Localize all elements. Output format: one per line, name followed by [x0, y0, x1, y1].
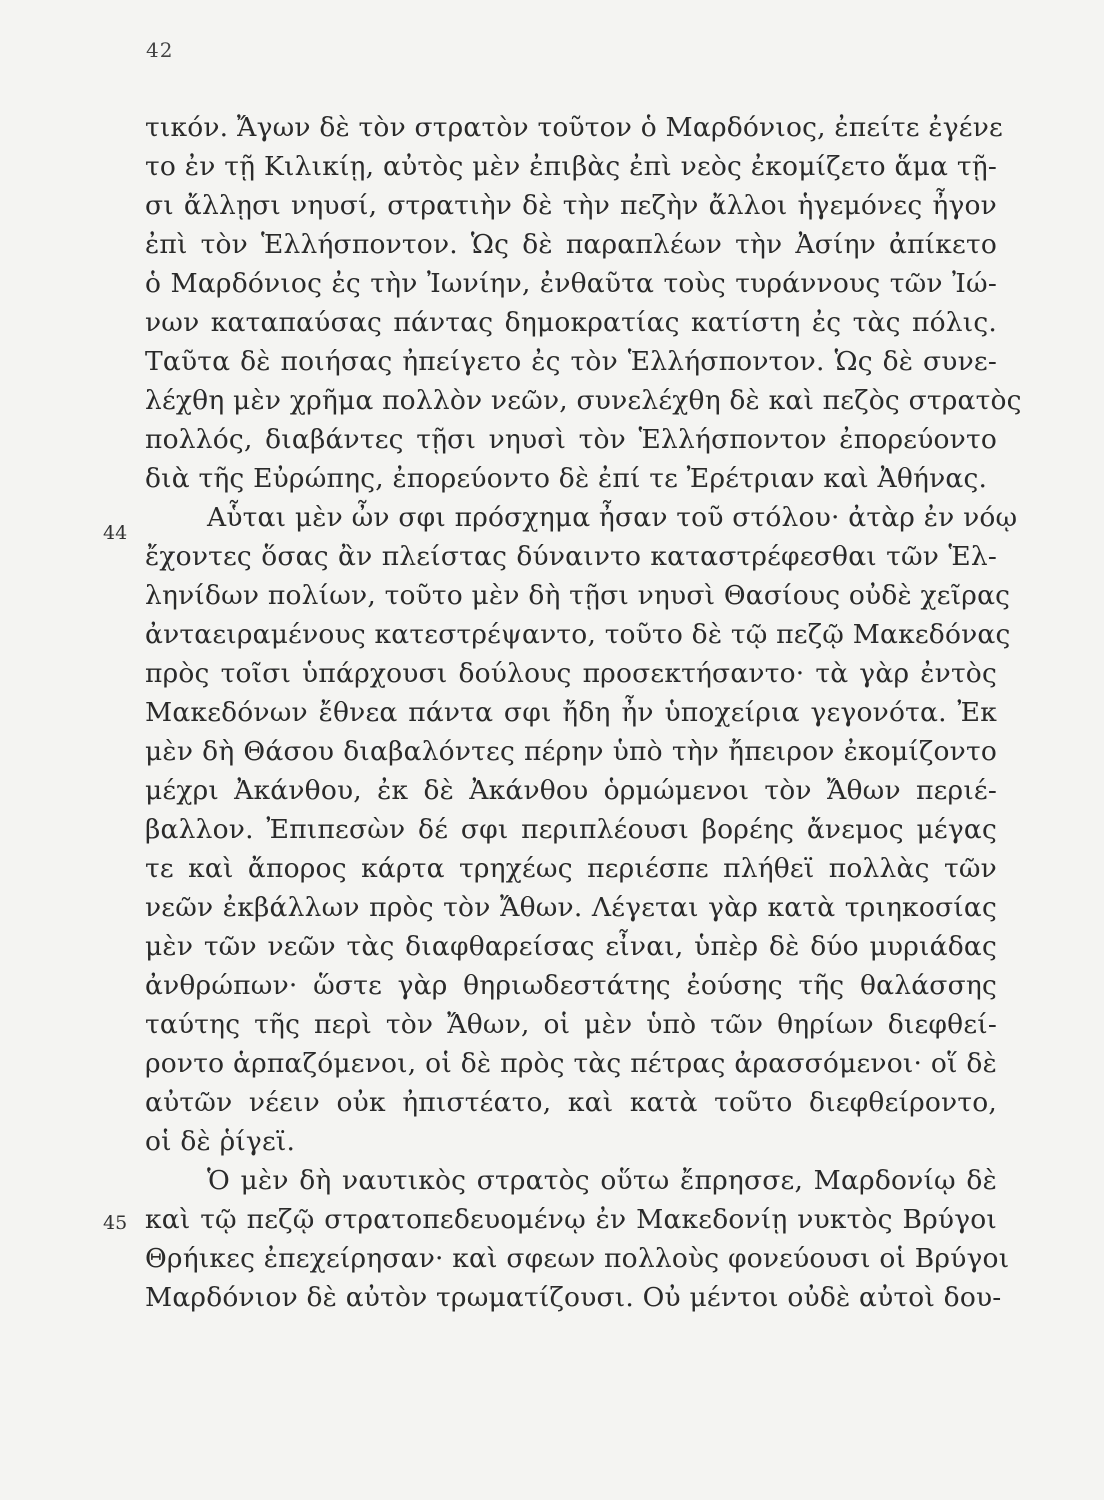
text-line: ὁ Μαρδόνιος ἐς τὴν Ἰωνίην, ἐνθαῦτα τοὺς τυράννους τῶν Ἰώ- — [145, 268, 997, 299]
text-line: σι ἄλλῃσι νηυσί, στρατιὴν δὲ τὴν πεζὴν ἄλλοι ἡγεμόνες ἦγον — [145, 190, 997, 221]
text-line: διὰ τῆς Εὐρώπης, ἐπορεύοντο δὲ ἐπί τε Ἐρέτριαν καὶ Ἀθήνας. — [145, 463, 988, 494]
text-line: λέχθη μὲν χρῆμα πολλὸν νεῶν, συνελέχθη δὲ καὶ πεζὸς στρατὸς — [145, 385, 1022, 416]
text-line: Θρήικες ἐπεχείρησαν· καὶ σφεων πολλοὺς φονεύουσι οἱ Βρύγοι — [145, 1243, 1010, 1274]
text-line: νεῶν ἐκβάλλων πρὸς τὸν Ἄθων. Λέγεται γὰρ κατὰ τριηκοσίας — [145, 892, 997, 923]
text-line: Μαρδόνιον δὲ αὐτὸν τρωματίζουσι. Οὐ μέντοι οὐδὲ αὐτοὶ δου- — [145, 1282, 1002, 1313]
text-line: ἔχοντες ὅσας ἂν πλείστας δύναιντο καταστρέφεσθαι τῶν Ἑλ- — [145, 541, 997, 572]
body-text — [145, 108, 1022, 1317]
section-number-44: 44 — [103, 522, 128, 544]
text-line: πολλός, διαβάντες τῇσι νηυσὶ τὸν Ἑλλήσποντον ἐπορεύοντο — [145, 424, 997, 455]
text-line: Ταῦτα δὲ ποιήσας ἠπείγετο ἐς τὸν Ἑλλήσποντον. Ὡς δὲ συνε- — [145, 346, 997, 377]
text-line: καὶ τῷ πεζῷ στρατοπεδευομένῳ ἐν Μακεδονίῃ νυκτὸς Βρύγοι — [145, 1204, 997, 1235]
text-line: ἐπὶ τὸν Ἑλλήσποντον. Ὡς δὲ παραπλέων τὴν Ἀσίην ἀπίκετο — [145, 229, 997, 260]
text-line: ληνίδων πολίων, τοῦτο μὲν δὴ τῇσι νηυσὶ Θασίους οὐδὲ χεῖρας — [145, 580, 1011, 611]
text-line: ἀνθρώπων· ὥστε γὰρ θηριωδεστάτης ἐούσης τῆς θαλάσσης — [145, 970, 997, 1001]
paragraph-start-line: Αὗται μὲν ὦν σφι πρόσχημα ἦσαν τοῦ στόλου· ἀτὰρ ἐν νόῳ — [207, 502, 1018, 533]
text-line: τικόν. Ἄγων δὲ τὸν στρατὸν τοῦτον ὁ Μαρδόνιος, ἐπείτε ἐγένε — [145, 112, 1003, 143]
text-line: μέχρι Ἀκάνθου, ἐκ δὲ Ἀκάνθου ὁρμώμενοι τὸν Ἄθων περιέ- — [145, 775, 997, 806]
text-line: τε καὶ ἄπορος κάρτα τρηχέως περιέσπε πλήθεϊ πολλὰς τῶν — [145, 853, 997, 884]
page-number: 42 — [146, 38, 174, 62]
section-number-45: 45 — [103, 1212, 128, 1234]
text-line: βαλλον. Ἐπιπεσὼν δέ σφι περιπλέουσι βορέης ἄνεμος μέγας — [145, 814, 997, 845]
text-line: ἀνταειραμένους κατεστρέψαντο, τοῦτο δὲ τῷ πεζῷ Μακεδόνας — [145, 619, 1011, 650]
text-line: ροντο ἁρπαζόμενοι, οἱ δὲ πρὸς τὰς πέτρας ἀρασσόμενοι· οἵ δὲ — [145, 1048, 997, 1079]
paragraph-start-line: Ὁ μὲν δὴ ναυτικὸς στρατὸς οὕτω ἔπρησσε, Μαρδονίῳ δὲ — [207, 1165, 997, 1196]
text-line: μὲν δὴ Θάσου διαβαλόντες πέρην ὑπὸ τὴν ἤπειρον ἐκομίζοντο — [145, 736, 997, 767]
text-line: νων καταπαύσας πάντας δημοκρατίας κατίστη ἐς τὰς πόλις. — [145, 307, 997, 338]
text-line: πρὸς τοῖσι ὑπάρχουσι δούλους προσεκτήσαντο· τὰ γὰρ ἐντὸς — [145, 658, 997, 689]
text-line: οἱ δὲ ῥίγεϊ. — [145, 1126, 296, 1157]
text-line: μὲν τῶν νεῶν τὰς διαφθαρείσας εἶναι, ὑπὲρ δὲ δύο μυριάδας — [145, 931, 997, 962]
text-line: Μακεδόνων ἔθνεα πάντα σφι ἤδη ἦν ὑποχείρια γεγονότα. Ἐκ — [145, 697, 997, 728]
text-line: αὐτῶν νέειν οὐκ ἠπιστέατο, καὶ κατὰ τοῦτο διεφθείροντο, — [145, 1087, 997, 1118]
text-line: ταύτης τῆς περὶ τὸν Ἄθων, οἱ μὲν ὑπὸ τῶν θηρίων διεφθεί- — [145, 1009, 997, 1040]
text-line: το ἐν τῇ Κιλικίῃ, αὐτὸς μὲν ἐπιβὰς ἐπὶ νεὸς ἐκομίζετο ἅμα τῇ- — [145, 151, 997, 182]
